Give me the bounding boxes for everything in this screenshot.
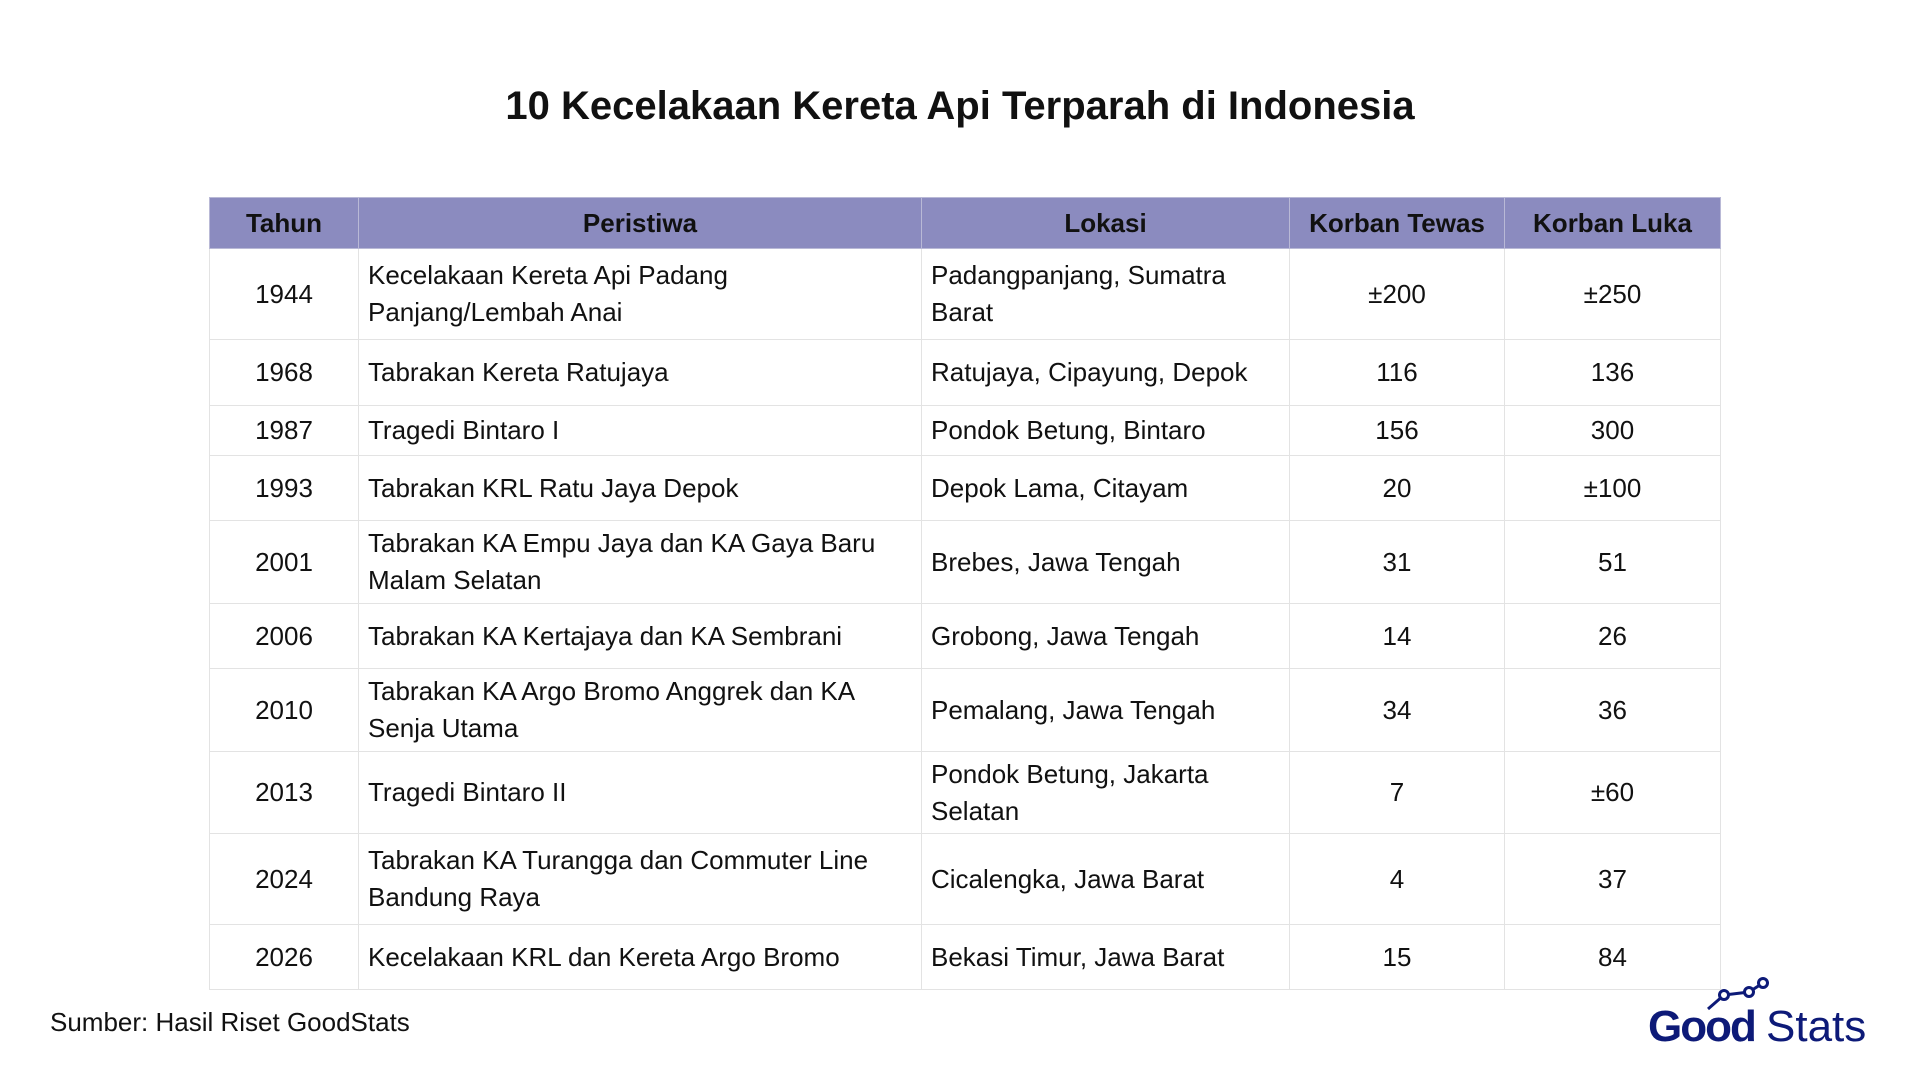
cell-location: Pondok Betung, Jakarta Selatan — [922, 752, 1290, 834]
cell-location: Padangpanjang, Sumatra Barat — [922, 249, 1290, 340]
cell-deaths: 156 — [1290, 406, 1505, 456]
cell-deaths: 31 — [1290, 521, 1505, 604]
source-note: Sumber: Hasil Riset GoodStats — [50, 1007, 410, 1037]
header-peristiwa: Peristiwa — [359, 198, 922, 249]
cell-injuries: ±100 — [1505, 456, 1721, 521]
cell-deaths: 34 — [1290, 669, 1505, 752]
cell-deaths: 7 — [1290, 752, 1505, 834]
cell-location: Cicalengka, Jawa Barat — [922, 834, 1290, 925]
table-row — [210, 406, 1721, 456]
logo-bold-text: Good — [1648, 1002, 1755, 1045]
page-title: 10 Kecelakaan Kereta Api Terparah di Indonesia — [505, 84, 1415, 128]
cell-deaths: 4 — [1290, 834, 1505, 925]
cell-year: 2006 — [210, 604, 359, 669]
logo-light-text: Stats — [1766, 1002, 1867, 1045]
cell-year: 2013 — [210, 752, 359, 834]
cell-deaths: 116 — [1290, 340, 1505, 406]
cell-event: Tabrakan KRL Ratu Jaya Depok — [359, 456, 922, 521]
cell-event: Tabrakan KA Empu Jaya dan KA Gaya Baru Malam Selatan — [359, 521, 922, 604]
table-row — [210, 604, 1721, 669]
cell-deaths: 15 — [1290, 925, 1505, 990]
cell-deaths: 20 — [1290, 456, 1505, 521]
header-korban-luka: Korban Luka — [1505, 198, 1721, 249]
cell-event: Tabrakan Kereta Ratujaya — [359, 340, 922, 406]
cell-injuries: 84 — [1505, 925, 1721, 990]
cell-injuries: 51 — [1505, 521, 1721, 604]
cell-location: Grobong, Jawa Tengah — [922, 604, 1290, 669]
cell-injuries: 37 — [1505, 834, 1721, 925]
cell-location: Pondok Betung, Bintaro — [922, 406, 1290, 456]
cell-event: Kecelakaan Kereta Api Padang Panjang/Lembah Anai — [359, 249, 922, 340]
cell-deaths: ±200 — [1290, 249, 1505, 340]
header-tahun: Tahun — [210, 198, 359, 249]
table-row — [210, 249, 1721, 340]
cell-event: Tragedi Bintaro I — [359, 406, 922, 456]
cell-event: Kecelakaan KRL dan Kereta Argo Bromo — [359, 925, 922, 990]
goodstats-logo — [1648, 975, 1888, 1045]
table-header-row — [210, 198, 1721, 249]
cell-event: Tabrakan KA Kertajaya dan KA Sembrani — [359, 604, 922, 669]
table-row — [210, 521, 1721, 604]
header-korban-tewas: Korban Tewas — [1290, 198, 1505, 249]
header-lokasi: Lokasi — [922, 198, 1290, 249]
cell-event: Tabrakan KA Argo Bromo Anggrek dan KA Senja Utama — [359, 669, 922, 752]
cell-year: 2010 — [210, 669, 359, 752]
cell-injuries: 36 — [1505, 669, 1721, 752]
cell-location: Bekasi Timur, Jawa Barat — [922, 925, 1290, 990]
table-row — [210, 456, 1721, 521]
table-row — [210, 752, 1721, 834]
table-row — [210, 669, 1721, 752]
cell-year: 1968 — [210, 340, 359, 406]
table-row — [210, 925, 1721, 990]
cell-injuries: ±60 — [1505, 752, 1721, 834]
cell-deaths: 14 — [1290, 604, 1505, 669]
cell-year: 1944 — [210, 249, 359, 340]
cell-event: Tabrakan KA Turangga dan Commuter Line Bandung Raya — [359, 834, 922, 925]
cell-injuries: 26 — [1505, 604, 1721, 669]
cell-event: Tragedi Bintaro II — [359, 752, 922, 834]
cell-year: 2024 — [210, 834, 359, 925]
cell-location: Brebes, Jawa Tengah — [922, 521, 1290, 604]
cell-location: Ratujaya, Cipayung, Depok — [922, 340, 1290, 406]
cell-year: 2001 — [210, 521, 359, 604]
table-row — [210, 340, 1721, 406]
cell-injuries: 300 — [1505, 406, 1721, 456]
cell-year: 2026 — [210, 925, 359, 990]
cell-year: 1993 — [210, 456, 359, 521]
cell-year: 1987 — [210, 406, 359, 456]
cell-injuries: ±250 — [1505, 249, 1721, 340]
table-row — [210, 834, 1721, 925]
cell-location: Pemalang, Jawa Tengah — [922, 669, 1290, 752]
cell-location: Depok Lama, Citayam — [922, 456, 1290, 521]
cell-injuries: 136 — [1505, 340, 1721, 406]
accidents-table — [209, 197, 1721, 990]
